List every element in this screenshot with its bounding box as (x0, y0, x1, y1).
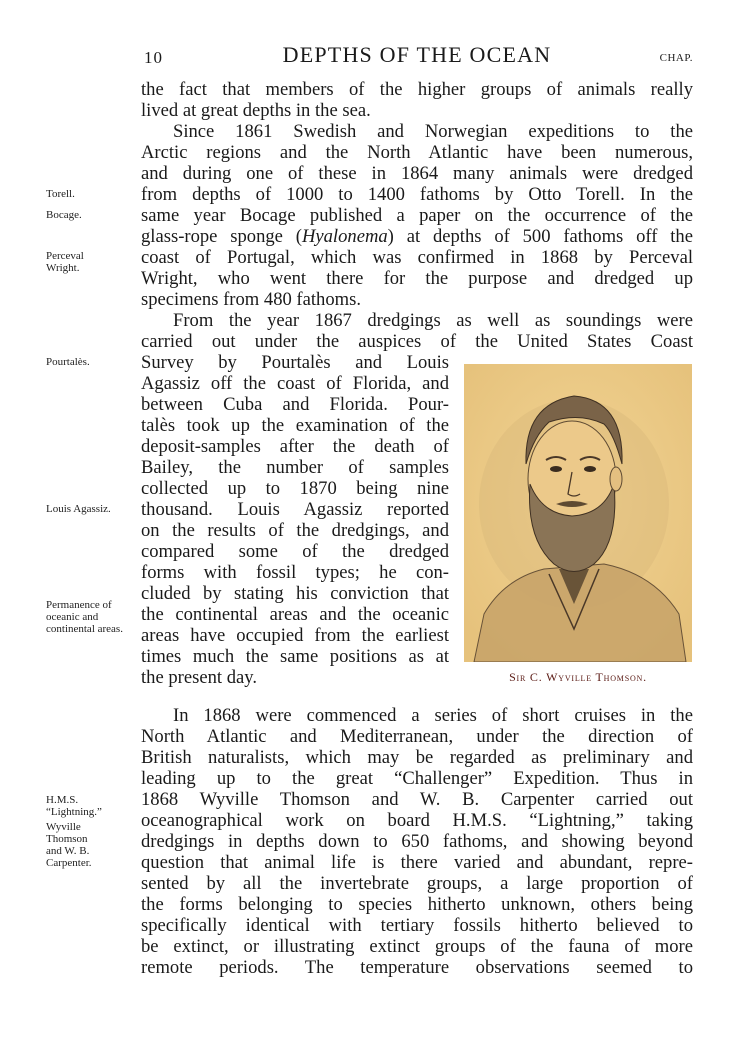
text-line: North Atlantic and Mediterranean, under the direction of (141, 726, 693, 747)
margin-note-hms-lightning: H.M.S. “Lightning.” (46, 794, 102, 818)
text-line: from depths of 1000 to 1400 fathoms by Otto Torell. In the (141, 184, 693, 205)
text-line: From the year 1867 dredgings as well as soundings were (173, 310, 693, 331)
text-line: the fact that members of the higher groups of animals really (141, 79, 693, 100)
text-line: on the results of the dredgings, and (141, 520, 449, 541)
portrait-figure (464, 364, 692, 662)
text-line: remote periods. The temperature observations seemed to (141, 957, 693, 978)
text-line: thousand. Louis Agassiz reported (141, 499, 449, 520)
text-line: and during one of these in 1864 many animals were dredged (141, 163, 693, 184)
text-line: Agassiz off the coast of Florida, and (141, 373, 449, 394)
text-line: carried out under the auspices of the United States Coast (141, 331, 693, 352)
portrait-eye-right (584, 466, 596, 472)
margin-note-perceval-wright: Perceval Wright. (46, 250, 84, 274)
text-line: Bailey, the number of samples (141, 457, 449, 478)
text-line: talès took up the examination of the (141, 415, 449, 436)
text-line: the present day. (141, 667, 257, 688)
text-line: areas have occupied from the earliest (141, 625, 449, 646)
species-name: Hyalonema (301, 226, 388, 247)
figure-caption: Sir C. Wyville Thomson. (509, 670, 647, 684)
text-line: In 1868 were commenced a series of short cruises in the (173, 705, 693, 726)
text-line: oceanographical work on board H.M.S. “Lightning,” taking (141, 810, 693, 831)
text-line: leading up to the great “Challenger” Expedition. Thus in (141, 768, 693, 789)
text-line: sented by all the invertebrate groups, a large proportion of (141, 873, 693, 894)
text-line: same year Bocage published a paper on the occurrence of the (141, 205, 693, 226)
text-line: the continental areas and the oceanic (141, 604, 449, 625)
page-number: 10 (144, 48, 163, 67)
portrait-engraving (464, 364, 692, 662)
text-line: deposit-samples after the death of (141, 436, 449, 457)
portrait-eye-left (550, 466, 562, 472)
text-line: times much the same positions as at (141, 646, 449, 667)
text-line: Wright, who went there for the purpose and dredged up (141, 268, 693, 289)
text-line: specimens from 480 fathoms. (141, 289, 361, 310)
text-line: be extinct, or illustrating extinct groups of the fauna of more (141, 936, 693, 957)
margin-note-pourtales: Pourtalès. (46, 356, 90, 368)
text-line: collected up to 1870 being nine (141, 478, 449, 499)
text-fragment: glass-rope sponge ( (141, 226, 302, 247)
text-fragment: ) at depths of 500 fathoms off the (387, 226, 693, 247)
text-line: Arctic regions and the North Atlantic have been numerous, (141, 142, 693, 163)
text-line: dredgings in depths down to 650 fathoms, and showing beyond (141, 831, 693, 852)
margin-note-bocage: Bocage. (46, 209, 82, 221)
text-line: 1868 Wyville Thomson and W. B. Carpenter carried out (141, 789, 693, 810)
text-line: Since 1861 Swedish and Norwegian expeditions to the (173, 121, 693, 142)
text-line: the forms belonging to species hitherto unknown, others being (141, 894, 693, 915)
text-line: question that animal life is there varied and abundant, repre- (141, 852, 693, 873)
text-line: specifically identical with tertiary fossils hitherto believed to (141, 915, 693, 936)
text-line: cluded by stating his conviction that (141, 583, 449, 604)
chapter-label: CHAP. (659, 52, 693, 64)
text-line: British naturalists, which may be regarded as preliminary and (141, 747, 693, 768)
text-line: Survey by Pourtalès and Louis (141, 352, 449, 373)
margin-note-louis-agassiz: Louis Agassiz. (46, 503, 111, 515)
text-line: between Cuba and Florida. Pour- (141, 394, 449, 415)
text-line: forms with fossil types; he con- (141, 562, 449, 583)
text-line (141, 226, 693, 247)
text-line: lived at great depths in the sea. (141, 100, 371, 121)
margin-note-thomson-carpenter: Wyville Thomson and W. B. Carpenter. (46, 821, 92, 869)
portrait-ear (610, 467, 622, 491)
text-line: coast of Portugal, which was confirmed in 1868 by Perceval (141, 247, 693, 268)
text-line: compared some of the dredged (141, 541, 449, 562)
running-head (141, 42, 693, 70)
margin-note-torell: Torell. (46, 188, 75, 200)
running-title: DEPTHS OF THE OCEAN (282, 42, 552, 67)
margin-note-permanence: Permanence of oceanic and continental areas. (46, 599, 123, 635)
